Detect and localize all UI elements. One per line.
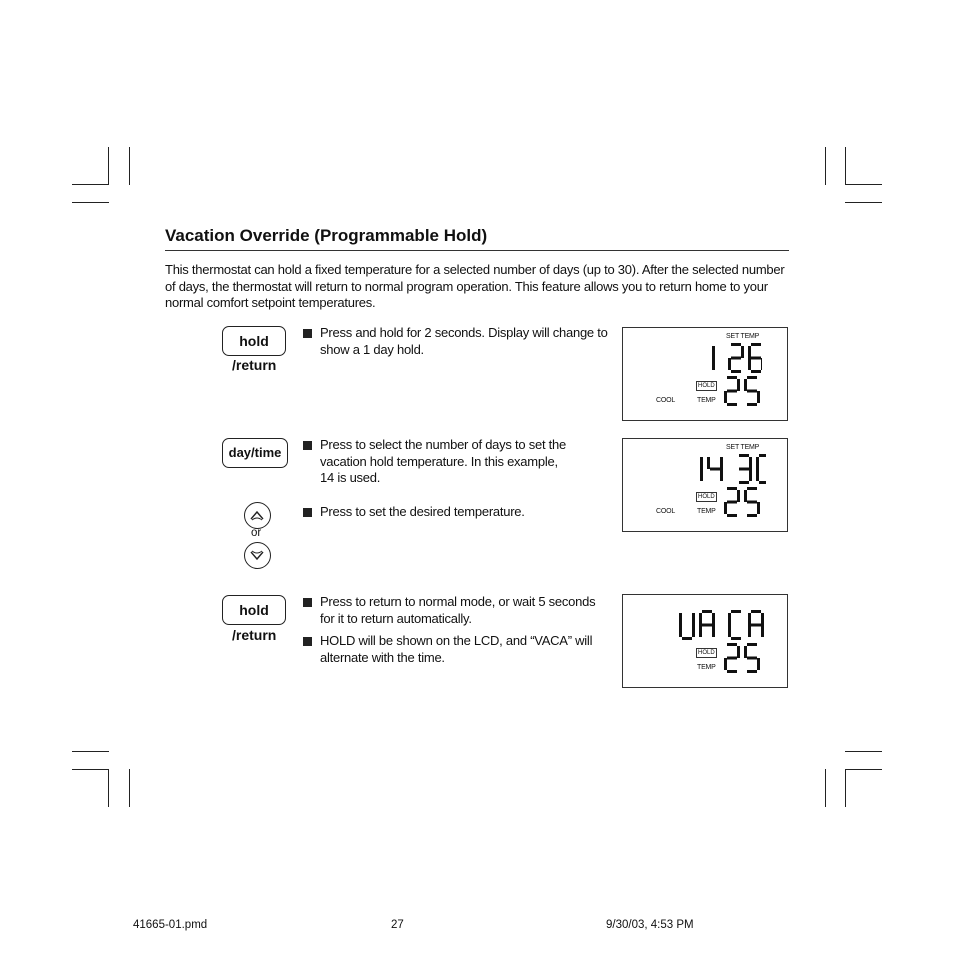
crop-mark [845,769,882,770]
lcd-segment [731,637,741,640]
down-arrow-icon [245,543,269,567]
intro-paragraph: This thermostat can hold a fixed temperature for a selected number of days (up to 30). After the selected number of days, the thermostat will return to normal program operation. This feature allows you to return home to your normal comfort setpoint temperatures. [165,262,785,310]
lcd-segment [731,343,741,346]
lcd-segment [751,357,761,360]
crop-mark [108,769,109,807]
lcd-segment [739,481,749,484]
lcd-segment [737,379,740,391]
crop-mark [845,147,846,185]
lcd-segment [747,670,757,673]
hold-key-sub: /return [232,627,277,643]
down-arrow-button [244,542,271,569]
lcd-segment [731,610,741,613]
lcd-segment [757,502,760,514]
lcd-segment [751,370,761,373]
hold-key-sub: /return [232,357,277,373]
hold-indicator: HOLD [698,650,715,656]
lcd-segment [731,357,741,360]
lcd-segment [727,657,737,660]
crop-mark [72,751,109,752]
cool-label: COOL [656,397,676,404]
lcd-segment [731,370,741,373]
lcd-segment [751,610,761,613]
lcd-top-digits [686,453,766,485]
footer-file: 41665-01.pmd [133,919,208,931]
crop-mark [845,184,882,185]
lcd-segment [724,391,727,403]
lcd-segment [679,613,682,625]
lcd-segment [751,624,761,627]
lcd-segment [707,457,710,469]
lcd-segment [744,490,747,502]
bullet [303,441,312,450]
lcd-segment [747,643,757,646]
lcd-segment [727,487,737,490]
lcd-segment [679,625,682,637]
hold-key: hold [222,326,286,356]
lcd-segment [727,670,737,673]
lcd-display-1 [622,327,788,421]
lcd-segment [761,358,762,370]
crop-mark [845,769,846,807]
lcd-bottom-digits [723,375,763,407]
crop-mark [129,147,130,185]
lcd-segment [712,613,715,625]
lcd-segment [747,514,757,517]
lcd-segment [727,403,737,406]
lcd-segment [699,613,702,625]
crop-mark [108,147,109,185]
lcd-segment [747,501,757,504]
hold-key: hold [222,595,286,625]
crop-mark [825,769,826,807]
lcd-segment [737,490,740,502]
lcd-segment [727,390,737,393]
step1-text: Press and hold for 2 seconds. Display will change to show a 1 day hold. [320,325,608,357]
lcd-segment [744,379,747,391]
lcd-segment [747,657,757,660]
arrow-text: Press to set the desired temperature. [320,504,525,519]
lcd-segment [749,457,752,469]
lcd-segment [747,376,757,379]
crop-mark [129,769,130,807]
lcd-segment [720,457,723,469]
lcd-segment [699,625,702,637]
lcd-segment [756,469,759,481]
crop-mark [845,202,882,203]
title-rule [165,250,789,251]
temp-label: TEMP [697,508,716,515]
lcd-segment [727,643,737,646]
lcd-segment [702,610,712,613]
bullet [303,508,312,517]
day-time-key: day/time [222,438,288,468]
lcd-segment [712,346,715,358]
lcd-segment [761,625,764,637]
hold-indicator: HOLD [698,494,715,500]
lcd-segment [739,454,749,457]
lcd-segment [747,403,757,406]
lcd-segment [682,637,692,640]
lcd-segment [747,487,757,490]
crop-mark [72,202,109,203]
temp-label: TEMP [697,397,716,404]
lcd-segment [728,613,731,625]
up-arrow-button [244,502,271,529]
lcd-segment [761,613,764,625]
step3-text-2: HOLD will be shown on the LCD, and “VACA” will alternate with the time. [320,633,593,665]
lcd-segment [724,502,727,514]
lcd-segment [739,468,749,471]
lcd-segment [748,613,751,625]
lcd-segment [712,358,715,370]
lcd-segment [692,613,695,625]
cool-label: COOL [656,508,676,515]
lcd-top-digits [698,342,762,374]
lcd-top-text [678,609,768,641]
lcd-segment [728,625,731,637]
lcd-segment [692,625,695,637]
up-arrow-icon [245,503,269,527]
lcd-segment [724,658,727,670]
lcd-segment [744,646,747,658]
lcd-segment [728,358,731,370]
lcd-segment [748,346,751,358]
lcd-segment [757,391,760,403]
crop-mark [72,769,109,770]
crop-mark [72,184,109,185]
lcd-segment [748,625,751,637]
lcd-bottom-digits [723,642,763,674]
bullet [303,637,312,646]
footer-page: 27 [391,919,404,931]
lcd-segment [757,658,760,670]
bullet [303,329,312,338]
lcd-segment [727,501,737,504]
bullet [303,598,312,607]
lcd-segment [720,469,723,481]
footer-date: 9/30/03, 4:53 PM [606,919,694,931]
step3-text-1: Press to return to normal mode, or wait 5 seconds for it to return automatically. [320,594,596,626]
lcd-display-3 [622,594,788,688]
crop-mark [845,751,882,752]
lcd-segment [727,376,737,379]
lcd-segment [700,457,703,469]
hold-indicator: HOLD [698,383,715,389]
lcd-segment [712,625,715,637]
lcd-segment [747,390,757,393]
lcd-segment [749,469,752,481]
lcd-segment [710,468,720,471]
lcd-segment [727,514,737,517]
lcd-segment [700,469,703,481]
lcd-segment [702,624,712,627]
lcd-segment [741,346,744,358]
section-title: Vacation Override (Programmable Hold) [165,226,488,245]
lcd-segment [759,454,766,457]
set-temp-label: SET TEMP [726,333,760,340]
lcd-display-2 [622,438,788,532]
lcd-segment [748,358,751,370]
lcd-segment [751,343,761,346]
temp-label: TEMP [697,664,716,671]
lcd-segment [737,646,740,658]
set-temp-label: SET TEMP [726,444,760,451]
lcd-bottom-digits [723,486,763,518]
lcd-segment [759,481,766,484]
or-label: or [251,527,262,539]
lcd-segment [756,457,759,469]
crop-mark [825,147,826,185]
step2-text: Press to select the number of days to set the vacation hold temperature. In this example, 14 is used. [320,437,566,485]
